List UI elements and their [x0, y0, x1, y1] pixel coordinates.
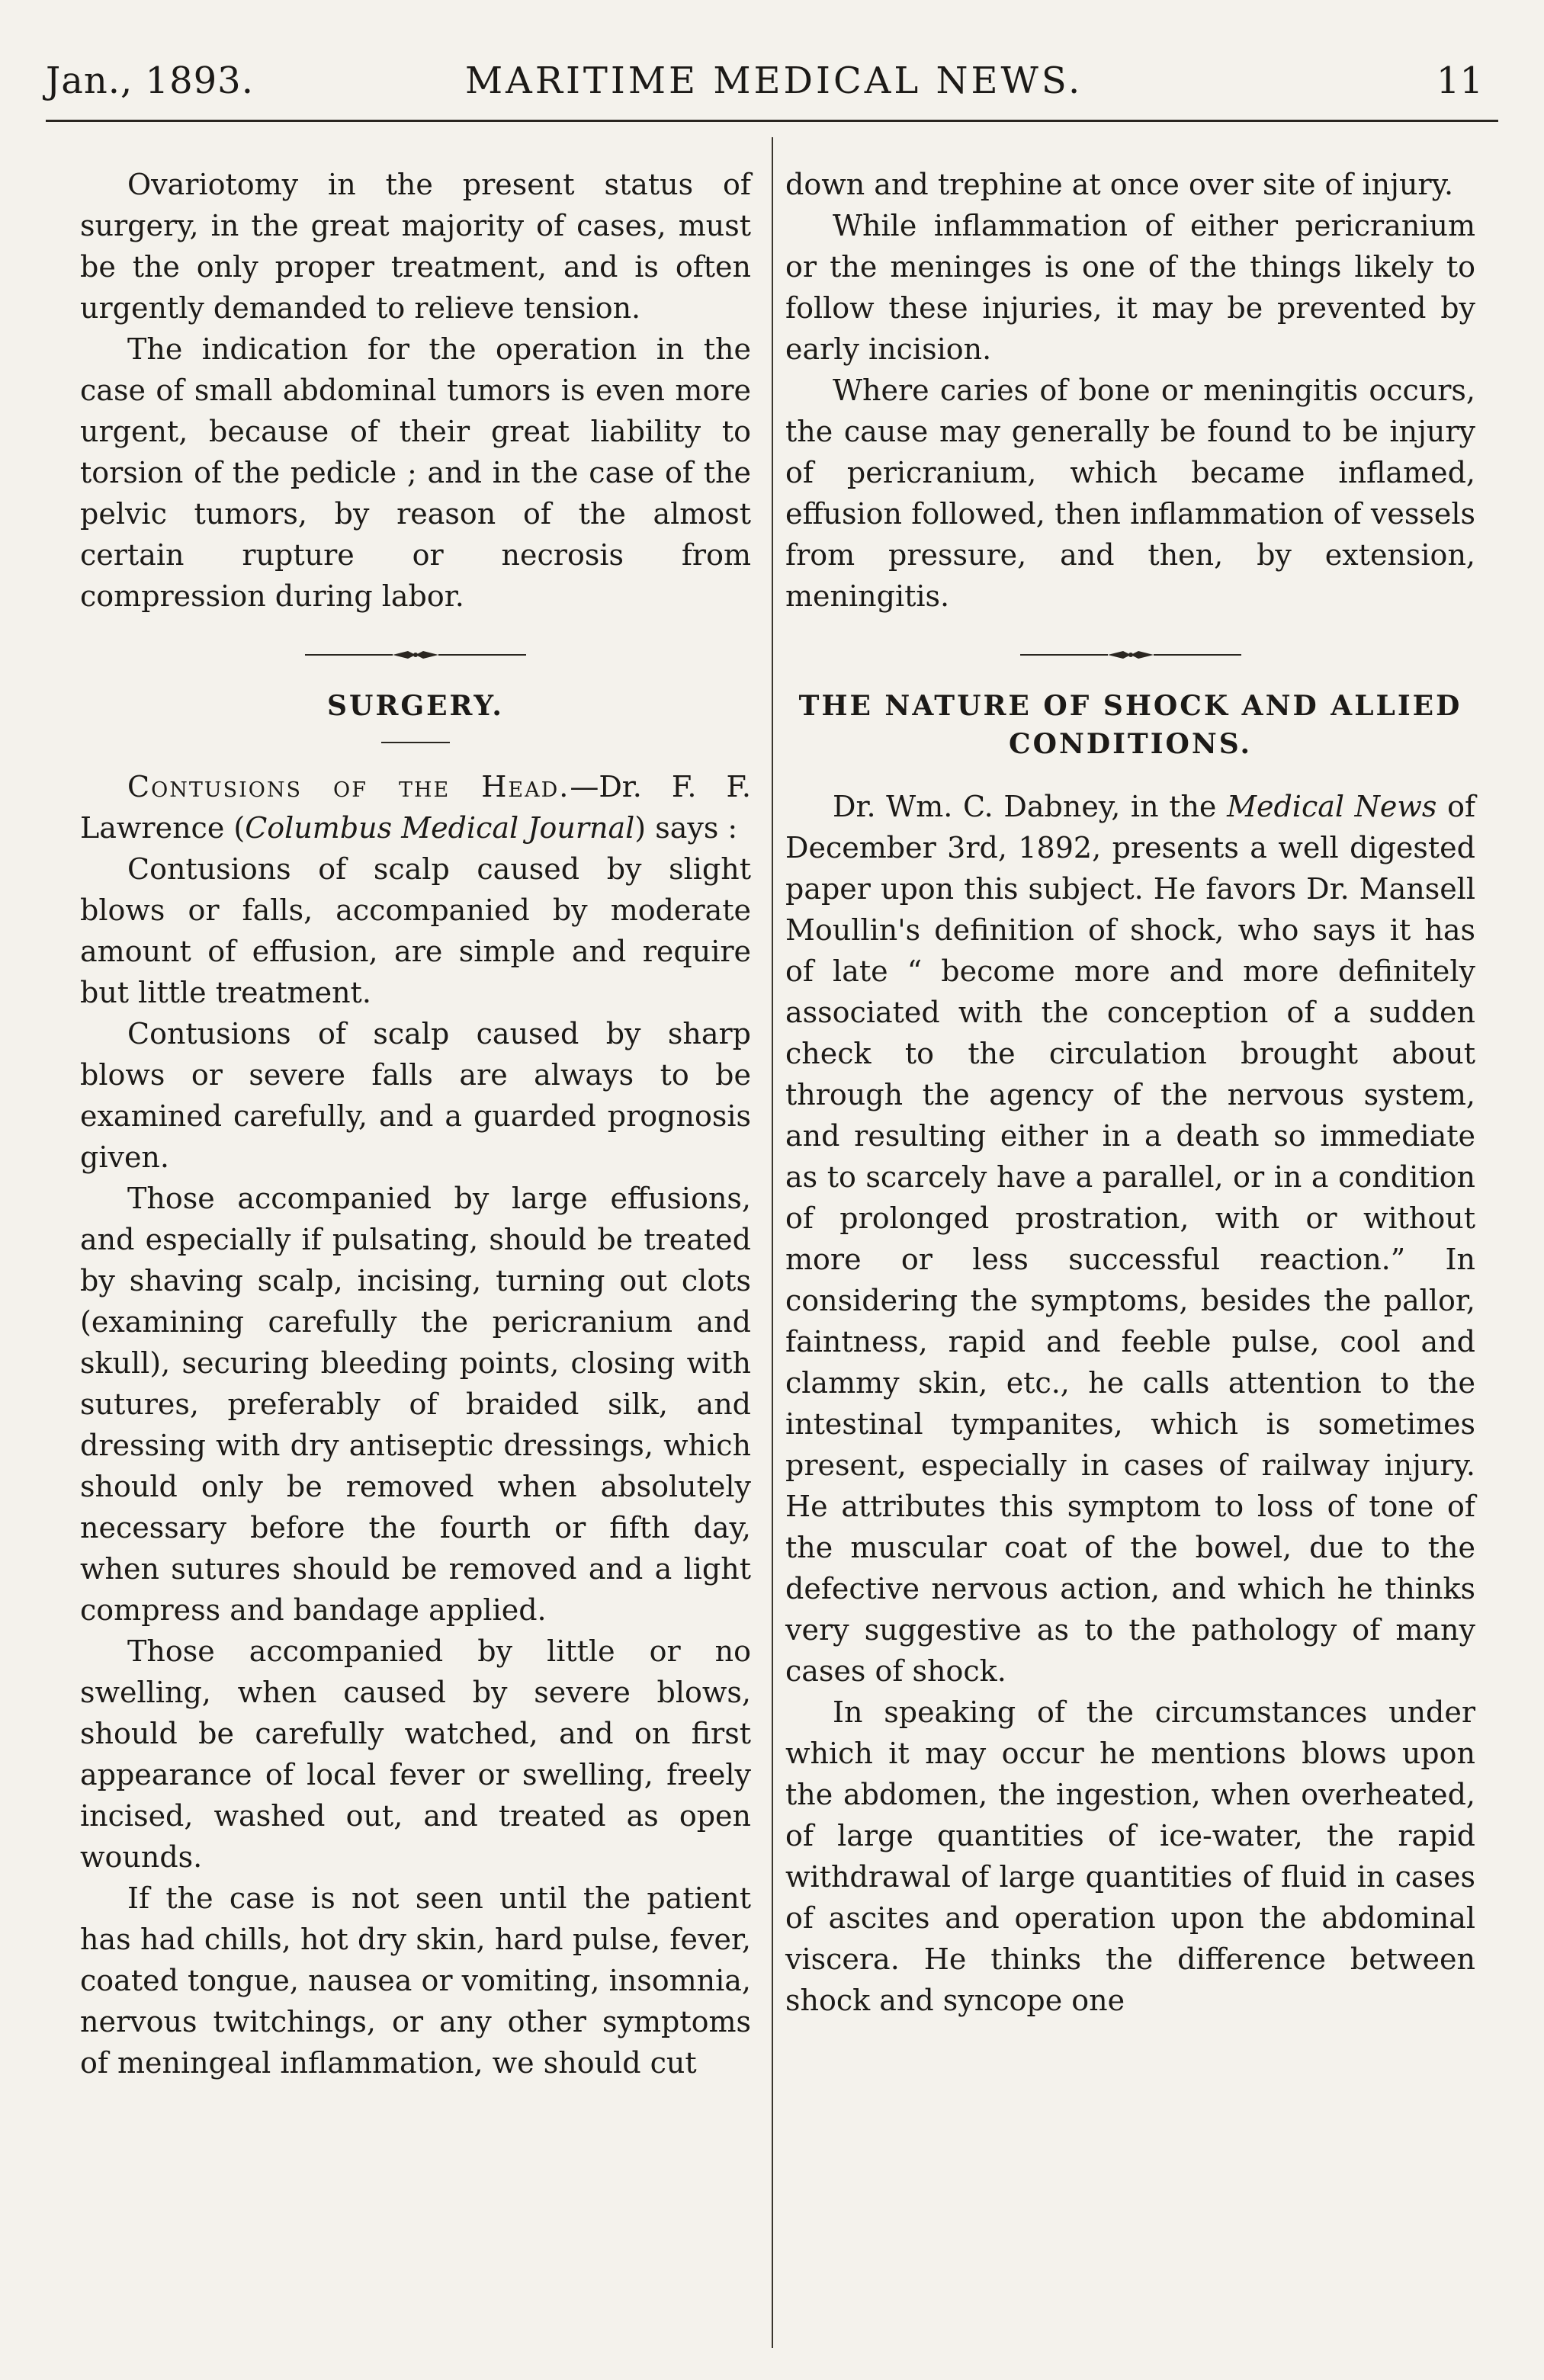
page-header — [46, 46, 1498, 114]
ovariotomy-paragraph: Ovariotomy in the present status of surgery, in the great majority of cases, must be the only proper treatment, and is often urgently demanded to relieve tension. — [80, 168, 751, 325]
contusions-intro — [80, 766, 751, 848]
contusions-says: ) says : — [634, 811, 738, 845]
header-rule — [46, 120, 1498, 122]
dabney-text-a: Dr. Wm. C. Dabney, in the — [833, 790, 1228, 823]
indication-paragraph: The indication for the operation in the case of small abdominal tumors is even more urgent, because of their great liability to torsion of the pedicle ; and in the case of the pelvic tumors, by reason of the almost certain rupture or necrosis from compression during labor. — [80, 332, 751, 613]
dabney-journal: Medical News — [1227, 790, 1437, 823]
heading-rule — [381, 742, 450, 743]
dabney-text-b: of December 3rd, 1892, presents a well digested paper upon this subject. He favors Dr. Mansell Moullin's definition of shock, who says it has of late “ become more and more definitely associated with the conception of a sudden check to the circulation brought about through the agency of the nervous system, and resulting either in a death so immediate as to scarcely have a parallel, or in a condition of prolonged prostration, with or without more or less successful reaction.” In considering the symptoms, besides the pallor, faintness, rapid and feeble pulse, cool and clammy skin, etc., he calls attention to the intestinal tympanites, which is sometimes present, especially in cases of railway injury. He attributes this symptom to loss of tone of the muscular coat of the bowel, due to the defective nervous action, and which he thinks very suggestive as to the pathology of many cases of shock. — [785, 790, 1476, 1688]
issue-date: Jan., 1893. — [46, 59, 254, 102]
journal-title: MARITIME MEDICAL NEWS. — [465, 59, 1083, 102]
right-column — [785, 164, 1475, 2021]
large-effusions-paragraph: Those accompanied by large effusions, and especially if pulsating, should be treated by shaving scalp, incising, turning out clots (examining carefully the pericranium and skull), securing bleeding points, closing with sutures, preferably of braided silk, and dressing with dry antiseptic dressings, which should only be removed when absolutely necessary before the fourth or fifth day, when sutures should be removed and a light compress and bandage applied. — [80, 1182, 751, 1627]
ornament-divider-icon — [305, 650, 526, 659]
ornament-divider-icon — [1020, 650, 1241, 659]
slight-blows-paragraph: Contusions of scalp caused by slight blows or falls, accompanied by moderate amount of effusion, are simple and require but little treatment. — [80, 852, 751, 1009]
page-number: 11 — [1436, 59, 1483, 102]
column-divider — [772, 137, 773, 2348]
circumstances-paragraph: In speaking of the circumstances under which it may occur he mentions blows upon the abdomen, the ingestion, when overheated, of large quantities of ice-water, the rapid withdrawal of large quantities of fluid in cases of ascites and operation upon the abdominal viscera. He thinks the difference between shock and syncope one — [785, 1695, 1475, 2017]
chills-paragraph: If the case is not seen until the patient has had chills, hot dry skin, hard pulse, fever, coated tongue, nausea or vomiting, insomnia, nervous twitchings, or any other symptoms of meningeal inflammation, we should cut — [80, 1881, 751, 2080]
contusions-author: —Dr. F. F. Lawrence ( — [80, 770, 752, 845]
caries-paragraph: Where caries of bone or meningitis occurs, the cause may generally be found to be injury of pericranium, which became inflamed, effusion followed, then inflammation of vessels from pressure, and then, by extension, meningitis. — [785, 374, 1475, 613]
left-column — [80, 164, 751, 2083]
little-swelling-paragraph: Those accompanied by little or no swelling, when caused by severe blows, should be carefully watched, and on first appearance of local fever or swelling, freely incised, washed out, and treated as open wounds. — [80, 1634, 751, 1874]
contusions-title: Contusions of the Head. — [127, 770, 570, 803]
contusions-journal: Columbus Medical Journal — [245, 811, 635, 845]
sharp-blows-paragraph: Contusions of scalp caused by sharp blows or severe falls are always to be examined carefully, and a guarded prognosis given. — [80, 1017, 751, 1174]
inflammation-paragraph: While inflammation of either pericranium or the meninges is one of the things likely to follow these injuries, it may be prevented by early incision. — [785, 209, 1475, 366]
shock-heading: THE NATURE OF SHOCK AND ALLIED CONDITIONS. — [798, 690, 1462, 760]
trephine-paragraph: down and trephine at once over site of injury. — [785, 168, 1454, 201]
dabney-paragraph — [785, 786, 1475, 1692]
surgery-heading: SURGERY. — [327, 690, 504, 722]
